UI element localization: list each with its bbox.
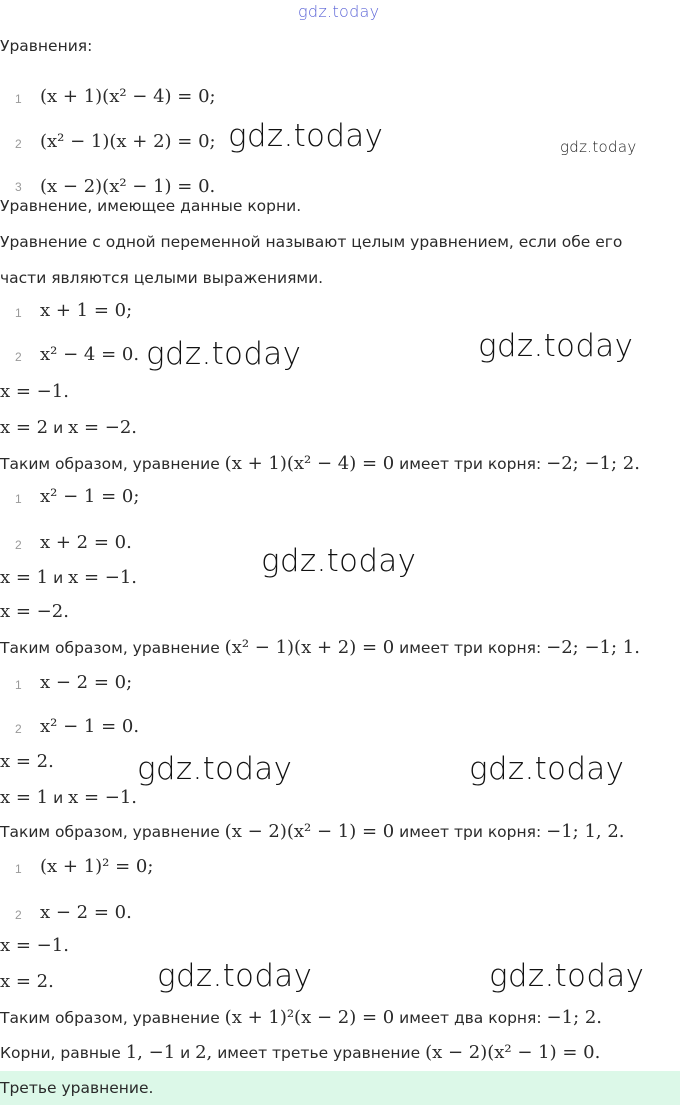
equation-3: (x − 2)(x² − 1) = 0.	[40, 176, 216, 197]
list-number: 2	[15, 538, 22, 552]
block3-item-2: x² − 1 = 0.	[40, 716, 140, 737]
block1-item-2: x² − 4 = 0.	[40, 344, 140, 365]
list-number: 1	[15, 306, 22, 320]
list-number: 2	[15, 908, 22, 922]
watermark: gdz.today	[478, 328, 634, 364]
answer-text: Третье уравнение.	[0, 1079, 154, 1097]
block4-root-1: x = −1.	[0, 935, 69, 956]
block4-root-2: x = 2.	[0, 971, 54, 992]
watermark-top: gdz.today	[298, 2, 380, 21]
watermark: gdz.today	[261, 543, 417, 579]
block3-root-1: x = 2.	[0, 751, 54, 772]
block2-conclusion: Таким образом, уравнение (x² − 1)(x + 2) = 0 имеет три корня: −2; −1; 1.	[0, 637, 640, 658]
list-number: 1	[15, 678, 22, 692]
block1-root-1: x = −1.	[0, 381, 69, 402]
block2-roots-1: x = 1 и x = −1.	[0, 567, 138, 588]
watermark: gdz.today	[469, 751, 625, 787]
list-number: 3	[15, 180, 22, 194]
block1-item-1: x + 1 = 0;	[40, 300, 133, 321]
watermark-small: gdz.today	[560, 138, 637, 156]
block2-item-2: x + 2 = 0.	[40, 532, 132, 553]
block1-conclusion: Таким образом, уравнение (x + 1)(x² − 4) = 0 имеет три корня: −2; −1; 2.	[0, 453, 640, 474]
list-number: 2	[15, 350, 22, 364]
heading: Уравнения:	[0, 37, 93, 55]
block2-item-1: x² − 1 = 0;	[40, 486, 140, 507]
list-number: 2	[15, 722, 22, 736]
block4-item-1: (x + 1)² = 0;	[40, 856, 154, 877]
list-number: 2	[15, 137, 22, 151]
list-number: 1	[15, 492, 22, 506]
task-text: Уравнение, имеющее данные корни.	[0, 197, 302, 215]
list-number: 1	[15, 92, 22, 106]
equation-3-clipped	[0, 176, 300, 197]
watermark: gdz.today	[157, 958, 313, 994]
answer-box	[0, 1071, 680, 1105]
block3-roots-2: x = 1 и x = −1.	[0, 787, 138, 808]
definition-line-2: части являются целыми выражениями.	[0, 269, 324, 287]
watermark: gdz.today	[228, 118, 384, 154]
block4-conclusion: Таким образом, уравнение (x + 1)²(x − 2) = 0 имеет два корня: −1; 2.	[0, 1007, 603, 1028]
watermark: gdz.today	[146, 336, 302, 372]
block3-item-1: x − 2 = 0;	[40, 672, 133, 693]
definition-line-1: Уравнение с одной переменной называют целым уравнением, если обе его	[0, 233, 623, 251]
block4-item-2: x − 2 = 0.	[40, 902, 132, 923]
watermark: gdz.today	[489, 958, 645, 994]
final-statement: Корни, равные 1, −1 и 2, имеет третье уравнение (x − 2)(x² − 1) = 0.	[0, 1042, 601, 1063]
watermark: gdz.today	[137, 751, 293, 787]
block3-conclusion: Таким образом, уравнение (x − 2)(x² − 1) = 0 имеет три корня: −1; 1, 2.	[0, 821, 625, 842]
list-number: 1	[15, 862, 22, 876]
equation-2: (x² − 1)(x + 2) = 0;	[40, 131, 216, 152]
block1-roots-2: x = 2 и x = −2.	[0, 417, 138, 438]
equation-1: (x + 1)(x² − 4) = 0;	[40, 86, 216, 107]
block2-root-2: x = −2.	[0, 601, 69, 622]
